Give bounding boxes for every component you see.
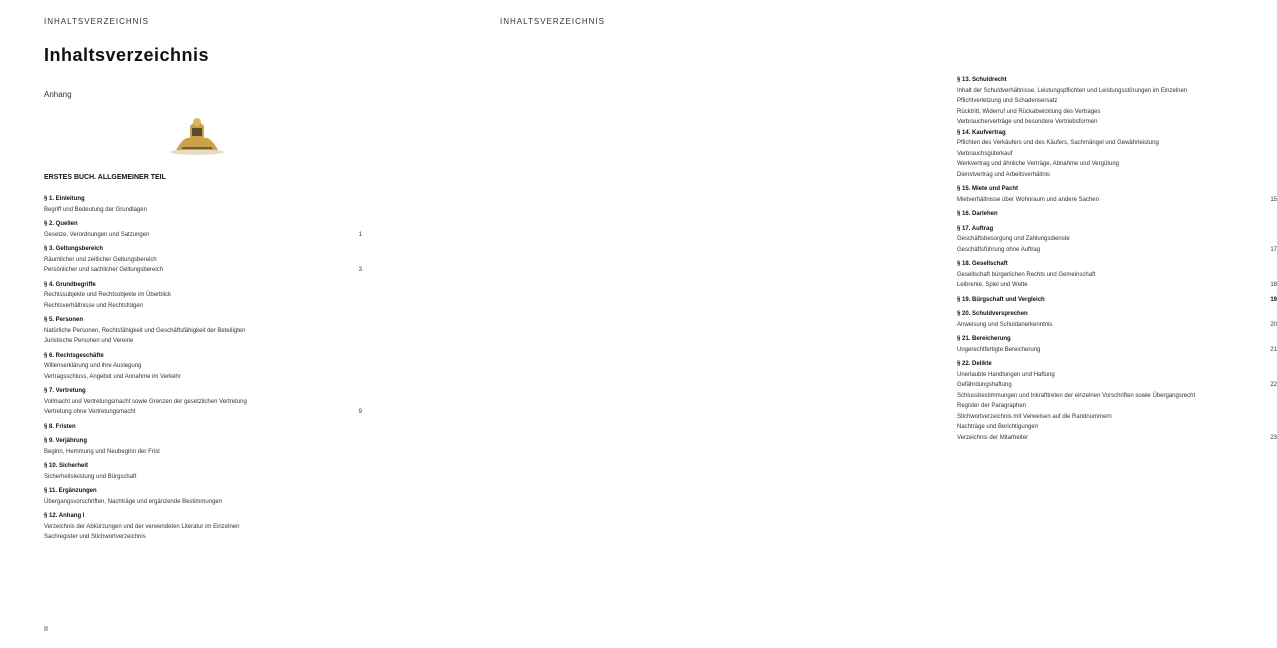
page-title: Inhaltsverzeichnis (44, 45, 210, 65)
toc-entry-text: Mietverhältnisse über Wohnraum und andere Sachen (957, 196, 1099, 203)
subtitle: Anhang (44, 90, 72, 99)
toc-entry-text: § 6. Rechtsgeschäfte (44, 352, 104, 359)
toc-entry (44, 532, 362, 543)
toc-entry-text: Verzeichnis der Mitarbeiter (957, 434, 1029, 441)
toc-entry (957, 295, 1277, 306)
toc-entry-text: Schlussbestimmungen und Inkrafttreten der einzelnen Vorschriften sowie Übergangsrecht (957, 392, 1196, 399)
toc-entry-text: Vollmacht und Vertretungsmacht sowie Grenzen der gesetzlichen Vertretung (44, 398, 247, 405)
toc-entry-text: Übergangsvorschriften, Nachträge und ergänzende Bestimmungen (44, 498, 223, 505)
toc-entry-text: Stichwortverzeichnis mit Verweisen auf die Randnummern (957, 413, 1112, 420)
toc-entry-text: § 18. Gesellschaft (957, 261, 1008, 267)
running-header: INHALTSVERZEICHNIS (44, 17, 149, 26)
page-number: II (44, 626, 48, 633)
toc-entry (957, 259, 1277, 270)
toc-entry (957, 334, 1277, 345)
toc-page-number: 15 (1270, 196, 1277, 203)
toc-entry (44, 522, 362, 533)
toc-entry (44, 361, 362, 372)
toc-entry-text: § 7. Vertretung (44, 388, 86, 394)
running-header: INHALTSVERZEICHNIS (500, 17, 605, 26)
toc-entry (957, 370, 1277, 381)
toc-entry-text: § 17. Auftrag (957, 225, 994, 232)
toc-entry-text: Werkvertrag und ähnliche Verträge, Abnahme und Vergütung (957, 161, 1119, 167)
toc-page-number: 9 (358, 409, 362, 415)
toc-page-number: 19 (1270, 296, 1277, 303)
toc-entry-text: Beginn, Hemmung und Neubeginn der Frist (44, 448, 160, 455)
toc-entry (44, 219, 362, 230)
toc-entry-text: Nachträge und Berichtigungen (957, 424, 1039, 430)
toc-entry (44, 511, 362, 522)
toc-entry-text: Dienstvertrag und Arbeitsverhältnis (957, 171, 1051, 178)
toc-entry (44, 315, 362, 326)
toc-entry-text: § 19. Bürgschaft und Vergleich (957, 296, 1045, 303)
left-toc-list (44, 194, 362, 543)
toc-entry-text: Begriff und Bedeutung der Grundlagen (44, 206, 147, 213)
right-toc-list (957, 75, 1277, 443)
toc-entry (44, 372, 362, 383)
toc-entry (44, 351, 362, 362)
toc-entry (957, 433, 1277, 444)
toc-entry (957, 224, 1277, 235)
toc-page-number: 17 (1270, 246, 1277, 253)
toc-entry-text: Verbrauchsgüterkauf (957, 150, 1013, 157)
toc-entry-text: Gesetze, Verordnungen und Satzungen (44, 231, 150, 238)
toc-entry-text: Willenserklärung und ihre Auslegung (44, 363, 142, 369)
toc-entry (957, 380, 1277, 391)
toc-entry (44, 486, 362, 497)
toc-entry (957, 107, 1277, 118)
toc-entry (957, 345, 1277, 356)
toc-entry-text: Sachregister und Stichwortverzeichnis (44, 534, 146, 540)
toc-entry-text: § 15. Miete und Pacht (957, 186, 1019, 192)
toc-page-number: 18 (1270, 282, 1277, 288)
toc-entry-text: § 11. Ergänzungen (44, 488, 97, 494)
toc-entry (957, 138, 1277, 149)
toc-entry-text: § 20. Schuldversprechen (957, 311, 1028, 317)
toc-entry (44, 205, 362, 216)
toc-entry (44, 301, 362, 312)
toc-entry-text: § 13. Schuldrecht (957, 77, 1007, 83)
toc-entry-text: Rechtsverhältnisse und Rechtsfolgen (44, 302, 144, 309)
toc-entry (44, 386, 362, 397)
toc-entry (957, 245, 1277, 256)
toc-entry-text: Verbraucherverträge und besondere Vertriebsformen (957, 119, 1098, 125)
toc-entry-text: § 14. Kaufvertrag (957, 129, 1006, 136)
toc-entry-text: Geschäftsbesorgung und Zahlungsdienste (957, 236, 1070, 242)
section-heading: ERSTES BUCH. ALLGEMEINER TEIL (44, 174, 166, 181)
emblem-image (168, 112, 226, 156)
toc-entry (957, 117, 1277, 128)
toc-entry (44, 472, 362, 483)
toc-entry-text: § 4. Grundbegriffe (44, 281, 96, 288)
toc-entry-text: § 16. Darlehen (957, 211, 998, 217)
toc-entry-text: Unerlaubte Handlungen und Haftung (957, 371, 1055, 378)
toc-entry-text: Inhalt der Schuldverhältnisse, Leistungspflichten und Leistungsstörungen im Einzelnen (957, 87, 1188, 94)
right-page (457, 0, 1277, 648)
toc-entry (44, 280, 362, 291)
toc-entry (957, 309, 1277, 320)
toc-page-number: 20 (1270, 321, 1277, 328)
toc-entry-text: § 10. Sicherheit (44, 463, 89, 469)
toc-entry-text: Vertretung ohne Vertretungsmacht (44, 409, 136, 415)
toc-entry-text: Pflichtverletzung und Schadensersatz (957, 98, 1058, 104)
toc-entry-text: Sicherheitsleistung und Bürgschaft (44, 473, 137, 480)
toc-entry-text: Persönlicher und sachlicher Geltungsbereich (44, 267, 164, 273)
toc-entry (957, 422, 1277, 433)
toc-entry (44, 290, 362, 301)
toc-entry (957, 401, 1277, 412)
toc-entry-text: Rechtssubjekte und Rechtsobjekte im Überblick (44, 292, 172, 298)
toc-entry-text: § 3. Geltungsbereich (44, 246, 104, 252)
toc-entry (957, 159, 1277, 170)
toc-entry-text: § 12. Anhang I (44, 513, 85, 519)
toc-entry (44, 265, 362, 276)
toc-page-number: 22 (1270, 382, 1277, 388)
toc-entry (957, 184, 1277, 195)
toc-entry (957, 149, 1277, 160)
toc-entry-text: Gesellschaft bürgerlichen Rechts und Gemeinschaft (957, 271, 1096, 278)
toc-entry-text: Räumlicher und zeitlicher Geltungsbereich (44, 256, 157, 263)
toc-entry (44, 194, 362, 205)
toc-page-number: 23 (1270, 434, 1277, 441)
toc-entry-text: Ungerechtfertigte Bereicherung (957, 346, 1041, 353)
toc-entry (44, 244, 362, 255)
toc-entry-text: § 5. Personen (44, 317, 84, 323)
toc-entry-text: Pflichten des Verkäufers und des Käufers, Sachmängel und Gewährleistung (957, 140, 1159, 146)
toc-entry-text: Register der Paragraphen (957, 403, 1027, 409)
toc-entry (44, 407, 362, 418)
toc-entry (957, 96, 1277, 107)
toc-entry-text: Gefährdungshaftung (957, 382, 1012, 388)
toc-entry (957, 391, 1277, 402)
toc-page-number: 1 (358, 231, 362, 238)
toc-entry-text: Juristische Personen und Vereine (44, 338, 134, 344)
toc-entry-text: § 22. Delikte (957, 361, 992, 367)
toc-entry-text: Vertragsschluss, Angebot und Annahme im Verkehr (44, 373, 181, 380)
toc-entry (957, 170, 1277, 181)
toc-entry (44, 326, 362, 337)
toc-entry (957, 75, 1277, 86)
toc-page-number: 3 (358, 267, 362, 273)
toc-entry-text: § 9. Verjährung (44, 438, 88, 444)
toc-entry (957, 86, 1277, 97)
toc-entry (957, 359, 1277, 370)
toc-entry-text: Rücktritt, Widerruf und Rückabwicklung des Vertrages (957, 108, 1101, 115)
toc-entry-text: Leibrente, Spiel und Wette (957, 282, 1028, 288)
left-page (0, 0, 457, 648)
toc-entry-text: Anweisung und Schuldanerkenntnis (957, 321, 1053, 328)
toc-entry (44, 336, 362, 347)
toc-entry-text: § 21. Bereicherung (957, 336, 1011, 342)
toc-entry-text: § 1. Einleitung (44, 196, 85, 202)
toc-entry-text: Verzeichnis der Abkürzungen und der verwendeten Literatur im Einzelnen (44, 523, 240, 530)
toc-entry (957, 412, 1277, 423)
toc-entry-text: Natürliche Personen, Rechtsfähigkeit und Geschäftsfähigkeit der Beteiligten (44, 327, 246, 334)
toc-entry (44, 230, 362, 241)
toc-entry (957, 234, 1277, 245)
toc-entry (44, 461, 362, 472)
toc-entry (957, 128, 1277, 139)
toc-entry (44, 447, 362, 458)
toc-entry-text: Geschäftsführung ohne Auftrag (957, 246, 1041, 253)
toc-entry (957, 209, 1277, 220)
toc-entry-text: § 8. Fristen (44, 423, 76, 430)
toc-entry (44, 255, 362, 266)
toc-entry (957, 195, 1277, 206)
toc-entry-text: § 2. Quellen (44, 221, 78, 227)
toc-entry (957, 280, 1277, 291)
toc-entry (957, 320, 1277, 331)
toc-entry (44, 497, 362, 508)
toc-entry (44, 422, 362, 433)
toc-entry (957, 270, 1277, 281)
toc-entry (44, 397, 362, 408)
toc-page-number: 21 (1270, 346, 1277, 353)
toc-entry (44, 436, 362, 447)
